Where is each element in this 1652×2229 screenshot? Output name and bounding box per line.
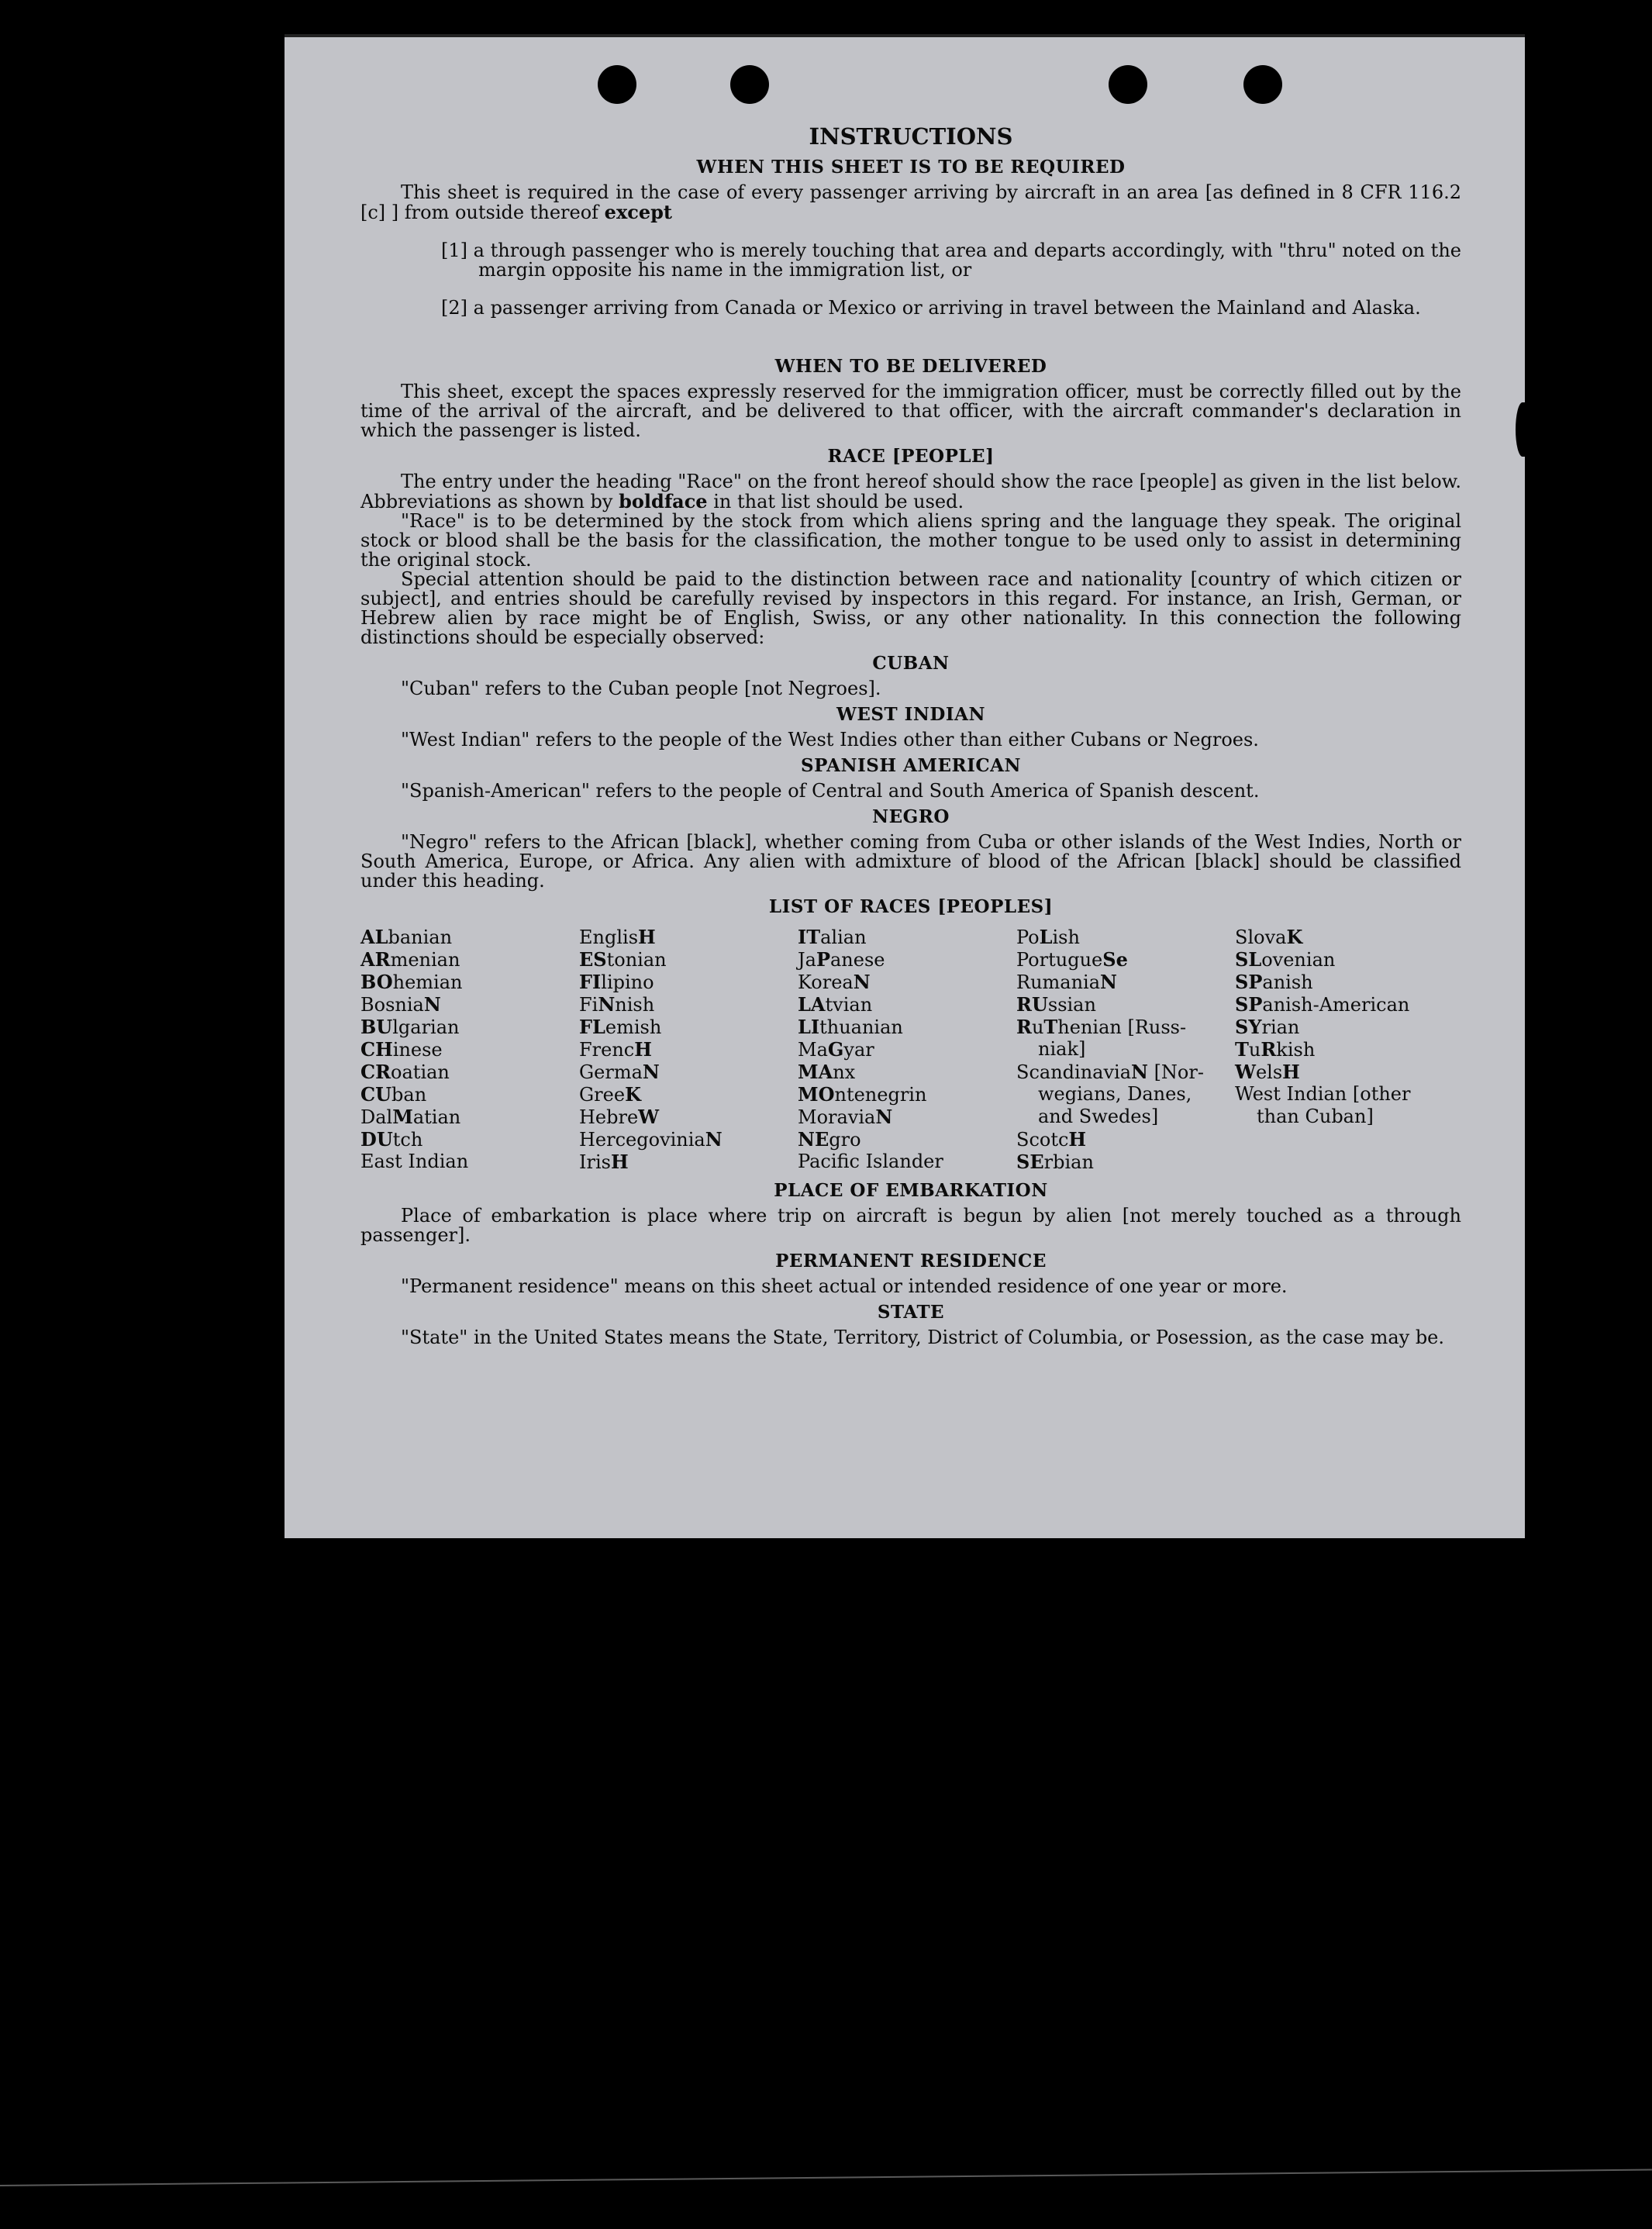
races-list <box>360 926 1461 1173</box>
race-entry: ALbanian <box>360 926 453 948</box>
punch-hole <box>1109 65 1147 104</box>
state-text: "State" in the United States means the State, Territory, District of Columbia, or Posession, as the case may be. <box>401 1327 1445 1348</box>
document-sheet <box>285 34 1525 1538</box>
race-entry: DalMatian <box>360 1106 461 1128</box>
race-entry: NEgro <box>798 1128 861 1151</box>
race-entry: JaPanese <box>798 948 885 971</box>
race-entry: FiNnish <box>579 993 655 1016</box>
race-entry: SYrian <box>1235 1016 1300 1038</box>
race-entry: BosniaN <box>360 993 441 1016</box>
race-entry: SPanish <box>1235 971 1313 993</box>
races-column <box>579 926 798 1173</box>
top-edge-shadow <box>285 34 1525 37</box>
race-entry: BOhemian <box>360 971 463 993</box>
race-entry: MoraviaN <box>798 1106 893 1128</box>
section-heading-negro: NEGRO <box>872 806 950 827</box>
punch-hole <box>1243 65 1282 104</box>
section-heading-when-delivered: WHEN TO BE DELIVERED <box>774 356 1047 377</box>
race-entry: FLemish <box>579 1016 662 1038</box>
race-entry: LAtvian <box>798 993 873 1016</box>
race-entry: RUssian <box>1016 993 1096 1016</box>
races-column <box>1235 926 1454 1173</box>
race-paragraph-2: "Race" is to be determined by the stock from which aliens spring and the language they speak. The original stock or blood shall be the basis for the classification, the mother tongue to be used only to assist in determining the original stock. <box>360 510 1461 571</box>
when-required-item-2: [2] a passenger arriving from Canada or Mexico or arriving in travel between the Mainland and Alaska. <box>441 297 1421 319</box>
race-entry: CHinese <box>360 1038 443 1061</box>
race-entry: BUlgarian <box>360 1016 460 1038</box>
race-entry: West Indian [other <box>1235 1083 1411 1105</box>
when-delivered-text: This sheet, except the spaces expressly reserved for the immigration officer, must be correctly filled out by the time of the arrival of the aircraft, and be delivered to that officer, with the aircraft commander's declaration in which the passenger is listed. <box>360 381 1461 441</box>
race-entry: SErbian <box>1016 1151 1094 1173</box>
race-entry: FrencH <box>579 1038 652 1061</box>
race-entry: ScotcH <box>1016 1128 1087 1151</box>
race-entry: East Indian <box>360 1151 469 1172</box>
section-heading-state: STATE <box>877 1302 945 1323</box>
section-heading-permanent-residence: PERMANENT RESIDENCE <box>775 1251 1047 1271</box>
section-heading-west-indian: WEST INDIAN <box>836 704 985 725</box>
race-paragraph-1: The entry under the heading "Race" on the front hereof should show the race [people] as given in the list below. Abbreviations as shown by boldface in that list should be used. <box>360 471 1461 512</box>
race-entry: DUtch <box>360 1128 423 1151</box>
punch-hole <box>730 65 769 104</box>
race-entry: IrisH <box>579 1151 629 1173</box>
race-entry: KoreaN <box>798 971 871 993</box>
race-entry: TuRkish <box>1235 1038 1316 1061</box>
race-entry: ScandinaviaN [Nor- <box>1016 1061 1204 1083</box>
race-entry: niak] <box>1038 1038 1086 1060</box>
race-entry: PoLish <box>1016 926 1080 948</box>
race-entry: GermaN <box>579 1061 660 1083</box>
race-entry: SLovenian <box>1235 948 1336 971</box>
race-entry: CUban <box>360 1083 427 1106</box>
permanent-residence-text: "Permanent residence" means on this sheet actual or intended residence of one year or more. <box>401 1275 1288 1297</box>
punch-hole <box>598 65 636 104</box>
race-entry: LIthuanian <box>798 1016 903 1038</box>
race-entry: WelsH <box>1235 1061 1300 1083</box>
race-entry: ITalian <box>798 926 867 948</box>
races-column <box>1016 926 1235 1173</box>
race-entry: and Swedes] <box>1038 1106 1159 1127</box>
race-entry: than Cuban] <box>1257 1106 1374 1127</box>
race-entry: MaGyar <box>798 1038 874 1061</box>
race-entry: GreeK <box>579 1083 641 1106</box>
when-required-item-1: [1] a through passenger who is merely touching that area and departs accordingly, with "thru" noted on the margin opposite his name in the immigration list, or <box>441 240 1461 281</box>
races-column <box>360 926 579 1173</box>
races-column <box>798 926 1016 1173</box>
section-heading-spanish-american: SPANISH AMERICAN <box>800 755 1022 776</box>
section-heading-races-list: LIST OF RACES [PEOPLES] <box>768 896 1054 917</box>
race-entry: HebreW <box>579 1106 660 1128</box>
race-entry: EnglisH <box>579 926 656 948</box>
section-heading-race: RACE [PEOPLE] <box>827 446 995 467</box>
race-entry: CRoatian <box>360 1061 450 1083</box>
race-entry: MAnx <box>798 1061 856 1083</box>
section-heading-when-required: WHEN THIS SHEET IS TO BE REQUIRED <box>696 157 1126 178</box>
edge-tear <box>1516 402 1530 457</box>
section-heading-embarkation: PLACE OF EMBARKATION <box>774 1180 1048 1201</box>
race-entry: Pacific Islander <box>798 1151 943 1172</box>
race-entry: ARmenian <box>360 948 460 971</box>
race-entry: RuThenian [Russ- <box>1016 1016 1187 1038</box>
when-required-intro: This sheet is required in the case of every passenger arriving by aircraft in an area [as defined in 8 CFR 116.2 [c] ] from outside thereof except <box>360 181 1461 223</box>
race-entry: HercegoviniaN <box>579 1128 723 1151</box>
embarkation-text: Place of embarkation is place where trip on aircraft is begun by alien [not merely touched as a through passenger]. <box>360 1205 1461 1246</box>
section-heading-cuban: CUBAN <box>872 653 950 674</box>
negro-text: "Negro" refers to the African [black], whether coming from Cuba or other islands of the West Indies, North or South America, Europe, or Africa. Any alien with admixture of blood of the African [black] should be classified under this heading. <box>360 831 1461 892</box>
race-entry: SPanish-American <box>1235 993 1410 1016</box>
race-entry: PortugueSe <box>1016 948 1128 971</box>
cuban-text: "Cuban" refers to the Cuban people [not Negroes]. <box>401 678 881 699</box>
page-title: INSTRUCTIONS <box>809 123 1013 150</box>
race-entry: FIlipino <box>579 971 654 993</box>
race-entry: wegians, Danes, <box>1038 1083 1192 1105</box>
race-entry: EStonian <box>579 948 667 971</box>
race-entry: MOntenegrin <box>798 1083 927 1106</box>
race-entry: RumaniaN <box>1016 971 1117 993</box>
spanish-american-text: "Spanish-American" refers to the people of Central and South America of Spanish descent. <box>401 780 1260 802</box>
scan-edge-line <box>0 2169 1652 2186</box>
west-indian-text: "West Indian" refers to the people of the West Indies other than either Cubans or Negroes. <box>401 729 1259 750</box>
race-entry: SlovaK <box>1235 926 1303 948</box>
instructions-content <box>360 123 1461 1348</box>
race-paragraph-3: Special attention should be paid to the distinction between race and nationality [country of which citizen or subject], and entries should be carefully revised by inspectors in this regard. For instance, an Irish, German, or Hebrew alien by race might be of English, Swiss, or any other nationality. In this connection the following distinctions should be especially observed: <box>360 568 1461 648</box>
